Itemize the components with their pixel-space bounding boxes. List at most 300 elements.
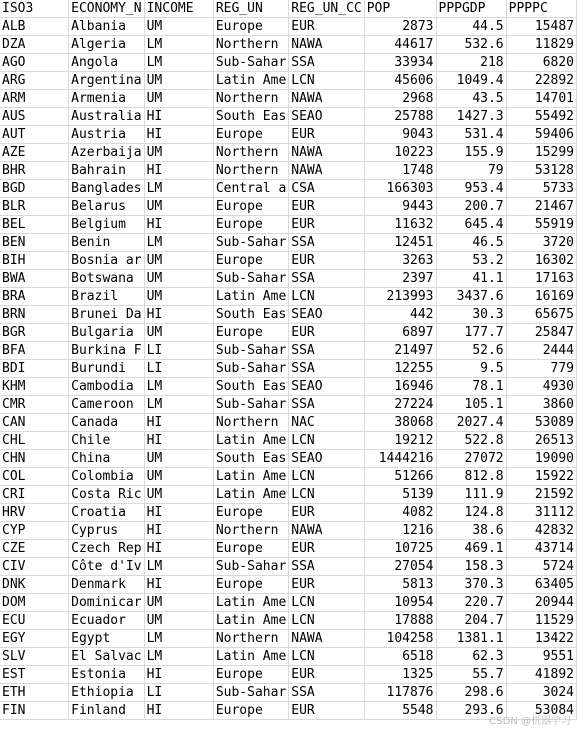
table-cell[interactable]: BDI [0,360,69,378]
table-cell[interactable]: HI [144,414,213,432]
table-cell[interactable]: 442 [364,306,436,324]
table-cell[interactable]: Latin Ame [213,648,288,666]
table-cell[interactable]: Sub-Sahar [213,270,288,288]
table-cell[interactable]: COL [0,468,69,486]
table-cell[interactable]: UM [144,468,213,486]
table-cell[interactable]: HI [144,432,213,450]
table-cell[interactable]: 204.7 [436,612,506,630]
table-cell[interactable]: UM [144,594,213,612]
header-cell[interactable]: PPPGDP [436,0,506,18]
table-cell[interactable]: 22892 [506,72,576,90]
table-cell[interactable]: 41892 [506,666,576,684]
table-cell[interactable]: AGO [0,54,69,72]
header-cell[interactable]: PPPPC [506,0,576,18]
table-cell[interactable]: NAC [289,414,364,432]
table-cell[interactable]: HI [144,702,213,720]
table-cell[interactable]: 779 [506,360,576,378]
table-cell[interactable]: SLV [0,648,69,666]
table-cell[interactable]: Cameroon [69,396,144,414]
table-cell[interactable]: HI [144,666,213,684]
table-cell[interactable]: SSA [289,54,364,72]
header-cell[interactable]: ECONOMY_N [69,0,144,18]
table-cell[interactable]: ARG [0,72,69,90]
table-cell[interactable]: 105.1 [436,396,506,414]
table-cell[interactable]: 12451 [364,234,436,252]
table-cell[interactable]: LCN [289,72,364,90]
table-cell[interactable]: Belgium [69,216,144,234]
table-cell[interactable]: SSA [289,270,364,288]
table-cell[interactable]: EUR [289,504,364,522]
table-cell[interactable]: Chile [69,432,144,450]
table-cell[interactable]: LCN [289,432,364,450]
table-cell[interactable]: EUR [289,540,364,558]
table-cell[interactable]: 62.3 [436,648,506,666]
table-cell[interactable]: 17163 [506,270,576,288]
table-cell[interactable]: Northern [213,144,288,162]
table-cell[interactable]: Côte d'Iv [69,558,144,576]
table-cell[interactable]: 2027.4 [436,414,506,432]
table-cell[interactable]: 21467 [506,198,576,216]
table-cell[interactable]: LM [144,378,213,396]
table-cell[interactable]: 15299 [506,144,576,162]
table-cell[interactable]: CMR [0,396,69,414]
table-cell[interactable]: Bahrain [69,162,144,180]
table-cell[interactable]: Europe [213,666,288,684]
table-cell[interactable]: Europe [213,126,288,144]
table-cell[interactable]: 10725 [364,540,436,558]
table-cell[interactable]: EUR [289,324,364,342]
table-cell[interactable]: Europe [213,576,288,594]
table-cell[interactable]: 21497 [364,342,436,360]
table-cell[interactable]: Latin Ame [213,612,288,630]
table-cell[interactable]: 1748 [364,162,436,180]
table-cell[interactable]: LCN [289,468,364,486]
table-cell[interactable]: Sub-Sahar [213,342,288,360]
table-cell[interactable]: UM [144,450,213,468]
table-cell[interactable]: 1381.1 [436,630,506,648]
table-cell[interactable]: Angola [69,54,144,72]
header-cell[interactable]: POP [364,0,436,18]
table-cell[interactable]: NAWA [289,630,364,648]
table-cell[interactable]: 155.9 [436,144,506,162]
table-cell[interactable]: Europe [213,252,288,270]
table-cell[interactable]: 53.2 [436,252,506,270]
table-cell[interactable]: 6820 [506,54,576,72]
table-cell[interactable]: Finland [69,702,144,720]
table-cell[interactable]: 293.6 [436,702,506,720]
table-cell[interactable]: EUR [289,198,364,216]
table-cell[interactable]: 16302 [506,252,576,270]
table-cell[interactable]: South Eas [213,378,288,396]
table-cell[interactable]: 55919 [506,216,576,234]
table-cell[interactable]: 43.5 [436,90,506,108]
table-cell[interactable]: UM [144,252,213,270]
table-cell[interactable]: DZA [0,36,69,54]
table-cell[interactable]: 645.4 [436,216,506,234]
table-cell[interactable]: Europe [213,216,288,234]
table-cell[interactable]: LCN [289,486,364,504]
table-cell[interactable]: 1427.3 [436,108,506,126]
table-cell[interactable]: China [69,450,144,468]
table-cell[interactable]: 19090 [506,450,576,468]
table-cell[interactable]: South Eas [213,306,288,324]
table-cell[interactable]: Argentina [69,72,144,90]
table-cell[interactable]: 1049.4 [436,72,506,90]
table-cell[interactable]: 16169 [506,288,576,306]
table-cell[interactable]: 111.9 [436,486,506,504]
table-cell[interactable]: 26513 [506,432,576,450]
table-cell[interactable]: 2968 [364,90,436,108]
table-cell[interactable]: SSA [289,360,364,378]
table-cell[interactable]: LI [144,684,213,702]
table-cell[interactable]: Sub-Sahar [213,234,288,252]
table-cell[interactable]: LM [144,396,213,414]
table-cell[interactable]: 53089 [506,414,576,432]
table-cell[interactable]: 44.5 [436,18,506,36]
table-cell[interactable]: 522.8 [436,432,506,450]
table-cell[interactable]: Burkina F [69,342,144,360]
table-cell[interactable]: 11829 [506,36,576,54]
table-cell[interactable]: South Eas [213,450,288,468]
table-cell[interactable]: 177.7 [436,324,506,342]
table-cell[interactable]: 9551 [506,648,576,666]
table-cell[interactable]: 298.6 [436,684,506,702]
table-cell[interactable]: Sub-Sahar [213,360,288,378]
table-cell[interactable]: 4082 [364,504,436,522]
table-cell[interactable]: UM [144,612,213,630]
table-cell[interactable]: CSA [289,180,364,198]
table-cell[interactable]: UM [144,90,213,108]
table-cell[interactable]: 3263 [364,252,436,270]
table-cell[interactable]: Northern [213,414,288,432]
table-cell[interactable]: NAWA [289,144,364,162]
table-cell[interactable]: Brazil [69,288,144,306]
table-cell[interactable]: Sub-Sahar [213,558,288,576]
table-cell[interactable]: 63405 [506,576,576,594]
table-cell[interactable]: 532.6 [436,36,506,54]
table-cell[interactable]: BWA [0,270,69,288]
table-cell[interactable]: 3024 [506,684,576,702]
table-cell[interactable]: Ecuador [69,612,144,630]
table-cell[interactable]: CAN [0,414,69,432]
table-cell[interactable]: AZE [0,144,69,162]
table-cell[interactable]: BRN [0,306,69,324]
table-cell[interactable]: ETH [0,684,69,702]
table-cell[interactable]: 51266 [364,468,436,486]
table-cell[interactable]: SEAO [289,450,364,468]
table-cell[interactable]: Brunei Da [69,306,144,324]
table-cell[interactable]: HI [144,540,213,558]
table-cell[interactable]: HI [144,576,213,594]
table-cell[interactable]: HI [144,162,213,180]
table-cell[interactable]: Belarus [69,198,144,216]
table-cell[interactable]: 9043 [364,126,436,144]
table-cell[interactable]: LCN [289,594,364,612]
table-cell[interactable]: HI [144,216,213,234]
table-cell[interactable]: 5724 [506,558,576,576]
table-cell[interactable]: 213993 [364,288,436,306]
table-cell[interactable]: LM [144,558,213,576]
table-cell[interactable]: BFA [0,342,69,360]
table-cell[interactable]: BRA [0,288,69,306]
table-cell[interactable]: Cyprus [69,522,144,540]
table-cell[interactable]: EUR [289,702,364,720]
table-cell[interactable]: 25788 [364,108,436,126]
table-cell[interactable]: BGR [0,324,69,342]
table-cell[interactable]: UM [144,72,213,90]
table-cell[interactable]: Azerbaija [69,144,144,162]
table-cell[interactable]: 41.1 [436,270,506,288]
table-cell[interactable]: 25847 [506,324,576,342]
table-cell[interactable]: 20944 [506,594,576,612]
table-cell[interactable]: 10223 [364,144,436,162]
table-cell[interactable]: SSA [289,396,364,414]
table-cell[interactable]: EUR [289,666,364,684]
table-cell[interactable]: Latin Ame [213,468,288,486]
table-cell[interactable]: Bosnia ar [69,252,144,270]
table-cell[interactable]: AUT [0,126,69,144]
table-cell[interactable]: 158.3 [436,558,506,576]
table-cell[interactable]: Europe [213,540,288,558]
table-cell[interactable]: EUR [289,252,364,270]
table-cell[interactable]: LM [144,648,213,666]
table-cell[interactable]: 55.7 [436,666,506,684]
table-cell[interactable]: FIN [0,702,69,720]
header-cell[interactable]: INCOME [144,0,213,18]
table-cell[interactable]: SEAO [289,378,364,396]
table-cell[interactable]: BGD [0,180,69,198]
header-cell[interactable]: REG_UN_CC [289,0,364,18]
table-cell[interactable]: BHR [0,162,69,180]
table-cell[interactable]: 3860 [506,396,576,414]
table-cell[interactable]: LM [144,54,213,72]
table-cell[interactable]: Sub-Sahar [213,684,288,702]
table-cell[interactable]: Estonia [69,666,144,684]
table-cell[interactable]: Banglades [69,180,144,198]
table-cell[interactable]: SEAO [289,108,364,126]
table-cell[interactable]: Europe [213,324,288,342]
table-cell[interactable]: 33934 [364,54,436,72]
table-cell[interactable]: 3720 [506,234,576,252]
table-cell[interactable]: 6897 [364,324,436,342]
table-cell[interactable]: 13422 [506,630,576,648]
table-cell[interactable]: 166303 [364,180,436,198]
table-cell[interactable]: 4930 [506,378,576,396]
table-cell[interactable]: Latin Ame [213,288,288,306]
table-cell[interactable]: 11529 [506,612,576,630]
table-cell[interactable]: NAWA [289,522,364,540]
table-cell[interactable]: LI [144,360,213,378]
table-cell[interactable]: SSA [289,342,364,360]
table-cell[interactable]: 55492 [506,108,576,126]
table-cell[interactable]: Europe [213,198,288,216]
table-cell[interactable]: 1216 [364,522,436,540]
table-cell[interactable]: 27224 [364,396,436,414]
table-cell[interactable]: Botswana [69,270,144,288]
table-cell[interactable]: Colombia [69,468,144,486]
table-cell[interactable]: UM [144,144,213,162]
table-cell[interactable]: ARM [0,90,69,108]
table-cell[interactable]: NAWA [289,162,364,180]
table-cell[interactable]: 78.1 [436,378,506,396]
table-cell[interactable]: 5733 [506,180,576,198]
table-cell[interactable]: BIH [0,252,69,270]
table-cell[interactable]: Central a [213,180,288,198]
table-cell[interactable]: Northern [213,90,288,108]
table-cell[interactable]: UM [144,324,213,342]
table-cell[interactable]: Latin Ame [213,432,288,450]
table-cell[interactable]: 53128 [506,162,576,180]
table-cell[interactable]: SSA [289,684,364,702]
table-cell[interactable]: Northern [213,630,288,648]
table-cell[interactable]: 59406 [506,126,576,144]
table-cell[interactable]: EUR [289,576,364,594]
table-cell[interactable]: 5813 [364,576,436,594]
table-cell[interactable]: CZE [0,540,69,558]
table-cell[interactable]: HI [144,126,213,144]
table-cell[interactable]: 1325 [364,666,436,684]
table-cell[interactable]: DOM [0,594,69,612]
table-cell[interactable]: UM [144,288,213,306]
table-cell[interactable]: 42832 [506,522,576,540]
table-cell[interactable]: 44617 [364,36,436,54]
table-cell[interactable]: 14701 [506,90,576,108]
table-cell[interactable]: 10954 [364,594,436,612]
table-cell[interactable]: LM [144,180,213,198]
table-cell[interactable]: ECU [0,612,69,630]
table-cell[interactable]: 53084 [506,702,576,720]
table-cell[interactable]: SSA [289,234,364,252]
table-cell[interactable]: HI [144,504,213,522]
table-cell[interactable]: LCN [289,648,364,666]
table-cell[interactable]: 9443 [364,198,436,216]
table-cell[interactable]: Australia [69,108,144,126]
table-cell[interactable]: Bulgaria [69,324,144,342]
table-cell[interactable]: EUR [289,18,364,36]
table-cell[interactable]: LI [144,342,213,360]
table-cell[interactable]: DNK [0,576,69,594]
table-cell[interactable]: EGY [0,630,69,648]
table-cell[interactable]: 43714 [506,540,576,558]
table-cell[interactable]: 38.6 [436,522,506,540]
table-cell[interactable]: 220.7 [436,594,506,612]
table-cell[interactable]: 531.4 [436,126,506,144]
table-cell[interactable]: 30.3 [436,306,506,324]
table-cell[interactable]: CHN [0,450,69,468]
table-cell[interactable]: LM [144,36,213,54]
table-cell[interactable]: 3437.6 [436,288,506,306]
table-cell[interactable]: SEAO [289,306,364,324]
table-cell[interactable]: HI [144,108,213,126]
table-cell[interactable]: LCN [289,288,364,306]
table-cell[interactable]: 6518 [364,648,436,666]
table-cell[interactable]: EUR [289,126,364,144]
table-cell[interactable]: Latin Ame [213,594,288,612]
table-cell[interactable]: Egypt [69,630,144,648]
table-cell[interactable]: SSA [289,558,364,576]
table-cell[interactable]: LM [144,630,213,648]
table-cell[interactable]: KHM [0,378,69,396]
table-cell[interactable]: UM [144,198,213,216]
table-cell[interactable]: AUS [0,108,69,126]
table-cell[interactable]: Armenia [69,90,144,108]
table-cell[interactable]: Sub-Sahar [213,54,288,72]
table-cell[interactable]: CHL [0,432,69,450]
table-cell[interactable]: 200.7 [436,198,506,216]
table-cell[interactable]: Cambodia [69,378,144,396]
table-cell[interactable]: 2444 [506,342,576,360]
table-cell[interactable]: 12255 [364,360,436,378]
table-cell[interactable]: Burundi [69,360,144,378]
table-cell[interactable]: Northern [213,162,288,180]
table-cell[interactable]: 2873 [364,18,436,36]
table-cell[interactable]: 17888 [364,612,436,630]
table-cell[interactable]: Europe [213,504,288,522]
table-cell[interactable]: 5139 [364,486,436,504]
table-cell[interactable]: HI [144,306,213,324]
table-cell[interactable]: BEL [0,216,69,234]
table-cell[interactable]: Costa Ric [69,486,144,504]
table-cell[interactable]: Albania [69,18,144,36]
table-cell[interactable]: Latin Ame [213,486,288,504]
table-cell[interactable]: 19212 [364,432,436,450]
table-cell[interactable]: Northern [213,36,288,54]
table-cell[interactable]: 52.6 [436,342,506,360]
table-cell[interactable]: Dominicar [69,594,144,612]
table-cell[interactable]: Croatia [69,504,144,522]
table-cell[interactable]: Sub-Sahar [213,396,288,414]
table-cell[interactable]: 46.5 [436,234,506,252]
table-cell[interactable]: 27054 [364,558,436,576]
table-cell[interactable]: HRV [0,504,69,522]
table-cell[interactable]: LCN [289,612,364,630]
table-cell[interactable]: 15922 [506,468,576,486]
table-cell[interactable]: UM [144,18,213,36]
table-cell[interactable]: Latin Ame [213,72,288,90]
table-cell[interactable]: Europe [213,18,288,36]
table-cell[interactable]: 5548 [364,702,436,720]
table-cell[interactable]: UM [144,270,213,288]
header-cell[interactable]: ISO3 [0,0,69,18]
table-cell[interactable]: BEN [0,234,69,252]
table-cell[interactable]: 1444216 [364,450,436,468]
table-cell[interactable]: 31112 [506,504,576,522]
table-cell[interactable]: 2397 [364,270,436,288]
table-cell[interactable]: CRI [0,486,69,504]
header-cell[interactable]: REG_UN [213,0,288,18]
table-cell[interactable]: Ethiopia [69,684,144,702]
table-cell[interactable]: 16946 [364,378,436,396]
table-cell[interactable]: HI [144,522,213,540]
table-cell[interactable]: 953.4 [436,180,506,198]
table-cell[interactable]: Algeria [69,36,144,54]
table-cell[interactable]: Denmark [69,576,144,594]
table-cell[interactable]: 218 [436,54,506,72]
table-cell[interactable]: 38068 [364,414,436,432]
table-cell[interactable]: 11632 [364,216,436,234]
table-cell[interactable]: BLR [0,198,69,216]
table-cell[interactable]: 469.1 [436,540,506,558]
table-cell[interactable]: LM [144,234,213,252]
table-cell[interactable]: 117876 [364,684,436,702]
table-cell[interactable]: UM [144,486,213,504]
table-cell[interactable]: 9.5 [436,360,506,378]
table-cell[interactable]: Europe [213,702,288,720]
table-cell[interactable]: CYP [0,522,69,540]
table-cell[interactable]: 45606 [364,72,436,90]
table-cell[interactable]: 104258 [364,630,436,648]
table-cell[interactable]: El Salvac [69,648,144,666]
